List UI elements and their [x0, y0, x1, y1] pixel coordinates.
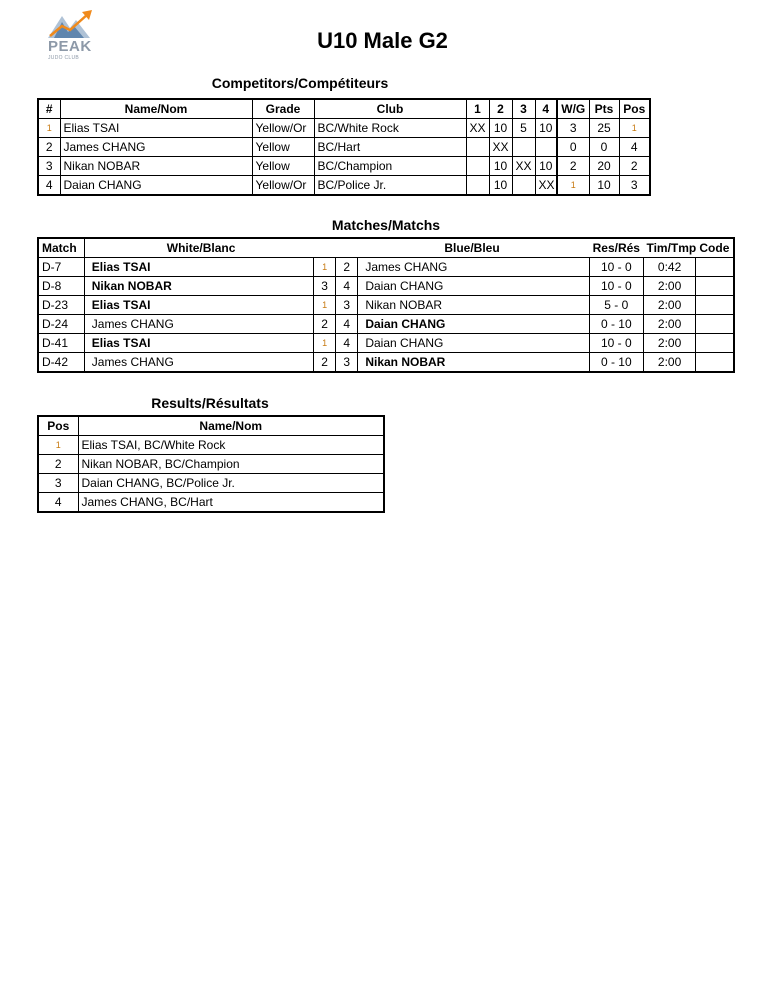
competitor-club: BC/White Rock — [314, 119, 466, 138]
score-1 — [466, 176, 489, 196]
logo-subtext: JUDO CLUB — [48, 55, 80, 61]
table-row — [38, 334, 734, 353]
position: 1 — [619, 119, 650, 138]
blue-number: 4 — [336, 277, 358, 296]
competitor-grade: Yellow — [252, 157, 314, 176]
competitors-table — [37, 98, 651, 196]
table-row — [38, 119, 650, 138]
white-number: 1 — [314, 258, 336, 277]
match-result: 0 - 10 — [589, 315, 643, 334]
match-time: 2:00 — [643, 334, 695, 353]
blue-competitor: Nikan NOBAR — [358, 353, 589, 373]
white-number: 1 — [314, 296, 336, 315]
white-number: 3 — [314, 277, 336, 296]
competitor-name: Daian CHANG — [60, 176, 252, 196]
score-3 — [512, 138, 535, 157]
blue-number: 4 — [336, 315, 358, 334]
col-header-code: Code — [696, 238, 734, 258]
competitor-grade: Yellow — [252, 138, 314, 157]
white-number: 1 — [314, 334, 336, 353]
white-competitor: Elias TSAI — [84, 258, 313, 277]
result-name: Daian CHANG, BC/Police Jr. — [78, 474, 384, 493]
score-3 — [512, 176, 535, 196]
white-competitor: James CHANG — [84, 315, 313, 334]
blue-number: 3 — [336, 353, 358, 373]
score-4 — [535, 138, 557, 157]
result-pos: 3 — [38, 474, 78, 493]
matches-table — [37, 237, 735, 373]
blue-number: 4 — [336, 334, 358, 353]
score-1 — [466, 138, 489, 157]
match-code — [696, 258, 734, 277]
match-result: 10 - 0 — [589, 258, 643, 277]
match-id: D-7 — [38, 258, 84, 277]
col-header-club: Club — [314, 99, 466, 119]
matches-section-title: Matches/Matchs — [331, 217, 441, 233]
col-header-name: Name/Nom — [78, 416, 384, 436]
match-id: D-24 — [38, 315, 84, 334]
result-pos: 4 — [38, 493, 78, 513]
white-number: 2 — [314, 353, 336, 373]
position: 2 — [619, 157, 650, 176]
result-pos: 1 — [38, 436, 78, 455]
match-time: 2:00 — [643, 296, 695, 315]
score-1: XX — [466, 119, 489, 138]
col-header-score-3: 3 — [512, 99, 535, 119]
table-row — [38, 474, 384, 493]
score-4: 10 — [535, 157, 557, 176]
points: 20 — [589, 157, 619, 176]
col-header-grade: Grade — [252, 99, 314, 119]
blue-competitor: Daian CHANG — [358, 277, 589, 296]
match-time: 2:00 — [643, 277, 695, 296]
col-header-white: White/Blanc — [84, 238, 358, 258]
table-row — [38, 315, 734, 334]
white-competitor: Elias TSAI — [84, 296, 313, 315]
col-header-result: Res/Rés — [589, 238, 643, 258]
col-header-pos: Pos — [619, 99, 650, 119]
table-row — [38, 436, 384, 455]
white-number: 2 — [314, 315, 336, 334]
competitor-grade: Yellow/Or — [252, 176, 314, 196]
col-header-pts: Pts — [589, 99, 619, 119]
blue-competitor: Nikan NOBAR — [358, 296, 589, 315]
col-header-match: Match — [38, 238, 84, 258]
match-result: 5 - 0 — [589, 296, 643, 315]
wins: 2 — [557, 157, 589, 176]
score-3: 5 — [512, 119, 535, 138]
competitor-club: BC/Hart — [314, 138, 466, 157]
position: 3 — [619, 176, 650, 196]
position: 4 — [619, 138, 650, 157]
blue-competitor: Daian CHANG — [358, 334, 589, 353]
match-result: 0 - 10 — [589, 353, 643, 373]
match-code — [696, 353, 734, 373]
match-id: D-23 — [38, 296, 84, 315]
competitor-name: Nikan NOBAR — [60, 157, 252, 176]
results-section-title: Results/Résultats — [151, 395, 269, 411]
match-result: 10 - 0 — [589, 277, 643, 296]
result-pos: 2 — [38, 455, 78, 474]
blue-number: 3 — [336, 296, 358, 315]
col-header-pos: Pos — [38, 416, 78, 436]
competitor-name: James CHANG — [60, 138, 252, 157]
col-header-num: # — [38, 99, 60, 119]
match-id: D-41 — [38, 334, 84, 353]
wins: 3 — [557, 119, 589, 138]
white-competitor: James CHANG — [84, 353, 313, 373]
score-3: XX — [512, 157, 535, 176]
logo-wordmark: PEAK — [48, 38, 92, 55]
score-2: XX — [489, 138, 512, 157]
match-code — [696, 315, 734, 334]
score-2: 10 — [489, 119, 512, 138]
table-row — [38, 353, 734, 373]
col-header-score-2: 2 — [489, 99, 512, 119]
points: 0 — [589, 138, 619, 157]
score-2: 10 — [489, 176, 512, 196]
blue-competitor: Daian CHANG — [358, 315, 589, 334]
competitor-num: 1 — [38, 119, 60, 138]
blue-competitor: James CHANG — [358, 258, 589, 277]
table-row — [38, 277, 734, 296]
table-row — [38, 296, 734, 315]
competitor-num: 4 — [38, 176, 60, 196]
white-competitor: Elias TSAI — [84, 334, 313, 353]
col-header-wg: W/G — [557, 99, 589, 119]
table-row — [38, 455, 384, 474]
competitor-club: BC/Champion — [314, 157, 466, 176]
match-result: 10 - 0 — [589, 334, 643, 353]
competitor-grade: Yellow/Or — [252, 119, 314, 138]
score-4: XX — [535, 176, 557, 196]
table-row — [38, 138, 650, 157]
points: 25 — [589, 119, 619, 138]
match-code — [696, 296, 734, 315]
match-time: 2:00 — [643, 353, 695, 373]
points: 10 — [589, 176, 619, 196]
result-name: James CHANG, BC/Hart — [78, 493, 384, 513]
competitors-section-title: Competitors/Compétiteurs — [211, 75, 389, 91]
score-4: 10 — [535, 119, 557, 138]
table-row — [38, 258, 734, 277]
table-row — [38, 176, 650, 196]
result-name: Nikan NOBAR, BC/Champion — [78, 455, 384, 474]
match-time: 0:42 — [643, 258, 695, 277]
competitors-header-row — [38, 99, 650, 119]
match-id: D-8 — [38, 277, 84, 296]
results-table — [37, 415, 385, 513]
match-id: D-42 — [38, 353, 84, 373]
competitor-name: Elias TSAI — [60, 119, 252, 138]
blue-number: 2 — [336, 258, 358, 277]
col-header-score-1: 1 — [466, 99, 489, 119]
wins: 0 — [557, 138, 589, 157]
competitor-club: BC/Police Jr. — [314, 176, 466, 196]
score-2: 10 — [489, 157, 512, 176]
competitor-num: 2 — [38, 138, 60, 157]
competitor-num: 3 — [38, 157, 60, 176]
results-header-row — [38, 416, 384, 436]
score-1 — [466, 157, 489, 176]
col-header-blue: Blue/Bleu — [358, 238, 589, 258]
page-title: U10 Male G2 — [317, 28, 448, 53]
col-header-time: Tim/Tmp — [643, 238, 695, 258]
col-header-score-4: 4 — [535, 99, 557, 119]
match-code — [696, 277, 734, 296]
wins: 1 — [557, 176, 589, 196]
matches-header-row — [38, 238, 734, 258]
table-row — [38, 157, 650, 176]
match-time: 2:00 — [643, 315, 695, 334]
white-competitor: Nikan NOBAR — [84, 277, 313, 296]
col-header-name: Name/Nom — [60, 99, 252, 119]
result-name: Elias TSAI, BC/White Rock — [78, 436, 384, 455]
table-row — [38, 493, 384, 513]
match-code — [696, 334, 734, 353]
